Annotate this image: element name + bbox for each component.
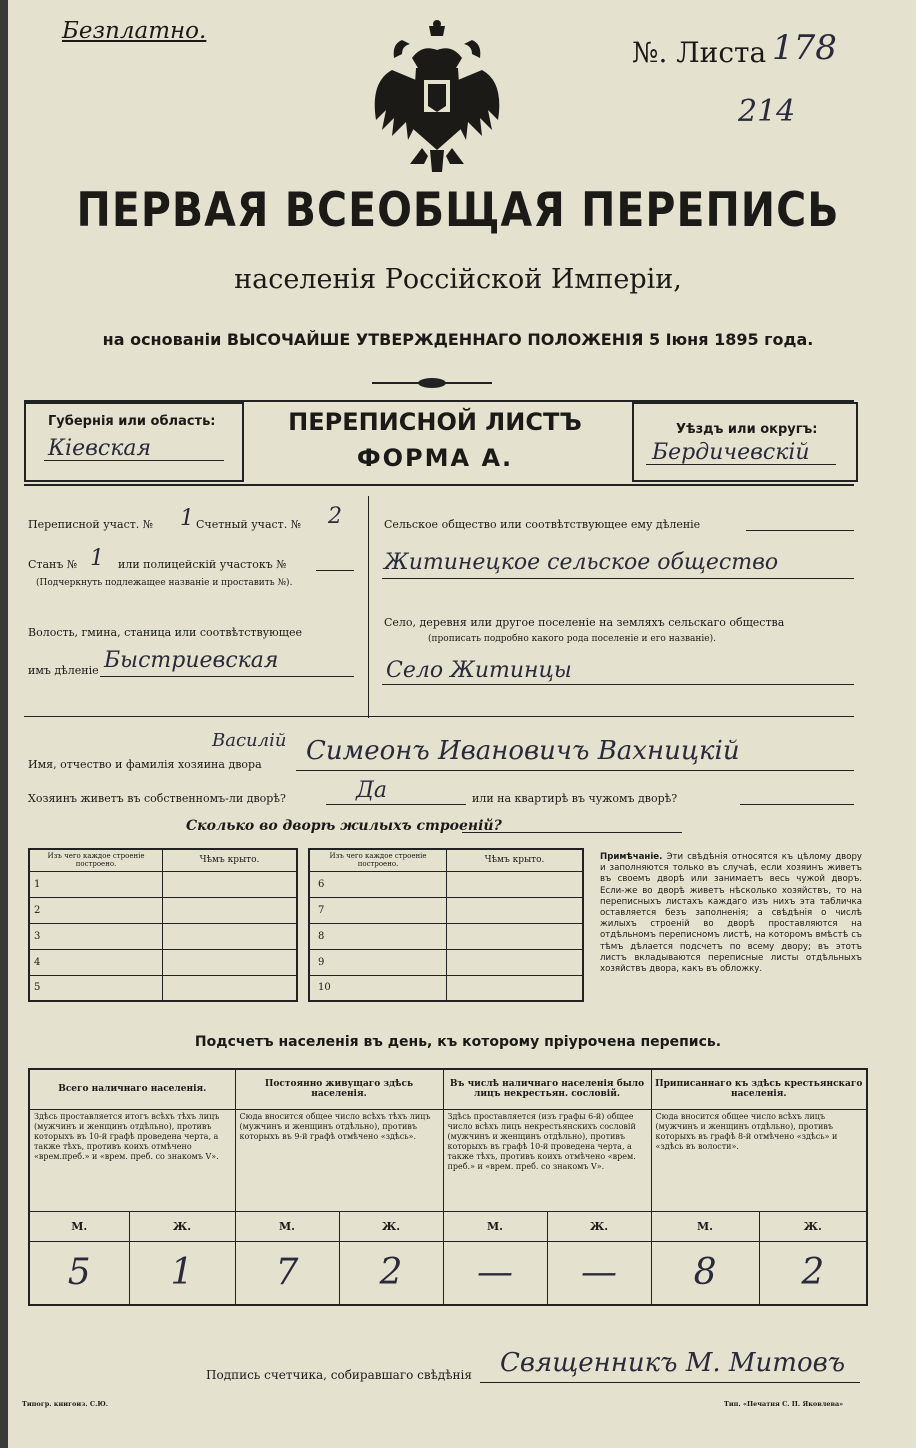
column-desc-permanent: Сюда вносится общее число всѣхъ тѣхъ лицъ (мужчинъ и женщинъ отдѣльно), противъ которыхъ въ 9-й графѣ отмѣчено «здѣсь». (235, 1109, 443, 1211)
male-label: М. (443, 1211, 547, 1241)
district-label: Уѣздъ или округъ: (676, 422, 818, 437)
column-title-total: Всего наличнаго населенія. (29, 1069, 235, 1109)
table-header: Чѣмъ крыто. (163, 849, 298, 871)
table-row-number: 8 (309, 923, 447, 949)
note-text: Эти свѣдѣнія относятся къ цѣлому двору и заполняются только въ случаѣ, если хозяинъ живетъ въ своемъ дворѣ или занимаетъ весь чужой дворъ. Если-же во дворѣ живетъ нѣсколько хозяйствъ, то на переписныхъ листахъ каждаго изъ нихъ эта табличка оставляется безъ заполненія; а свѣдѣнія о числѣ жилыхъ строеній во дворѣ проставляются на отдѣльномъ переписномъ листѣ, на которомъ вмѣстѣ съ тѣмъ дѣлается подсчетъ по всему двору; въ этотъ листъ вкладываются переписные листы отдѣльныхъ хозяйствъ двора, какъ въ обложку. (600, 852, 863, 975)
column-title-registered: Приписаннаго къ здѣсь крестьянскаго населенія. (651, 1069, 867, 1109)
note-block (600, 852, 862, 975)
own-yard-label: Хозяинъ живетъ въ собственномъ-ли дворѣ? (28, 792, 286, 805)
total-male-count: 5 (29, 1241, 129, 1305)
rural-society-value: Житинецкое сельское общество (384, 550, 779, 575)
table-row-number: 1 (29, 871, 163, 897)
table-row-number: 6 (309, 871, 447, 897)
count-heading: Подсчетъ населенія въ день, къ которому пріурочена перепись. (194, 1034, 722, 1050)
permanent-female-count: 2 (339, 1241, 443, 1305)
signature-value: Священникъ М. Митовъ (500, 1348, 846, 1378)
counting-section-value: 2 (328, 504, 342, 529)
police-label: или полицейскій участокъ № (118, 558, 287, 571)
census-section-label: Переписной участ. № (28, 518, 154, 531)
village-label: Село, деревня или другое поселеніе на земляхъ сельскаго общества (384, 616, 785, 629)
table-header: Чѣмъ крыто. (447, 849, 584, 871)
table-row-number: 5 (29, 975, 163, 1001)
volost-value: Быстриевская (104, 648, 279, 673)
counting-section-label: Счетный участ. № (196, 518, 302, 531)
registered-male-count: 8 (651, 1241, 759, 1305)
column-divider (368, 496, 369, 718)
legal-basis: на основаніи ВЫСОЧАЙШЕ УТВЕРЖДЕННАГО ПОЛОЖЕНІЯ 5 Іюня 1895 года. (102, 330, 814, 349)
stan-value: 1 (90, 546, 104, 571)
divider (24, 484, 854, 486)
male-label: М. (235, 1211, 339, 1241)
main-title: ПЕРВАЯ ВСЕОБЩАЯ ПЕРЕПИСЬ (76, 182, 840, 238)
buildings-table-right (308, 848, 584, 1002)
owner-value-top: Василій (212, 730, 287, 751)
male-label: М. (29, 1211, 129, 1241)
own-yard-value: Да (356, 778, 388, 803)
subtitle: населенія Россійской Имперіи, (234, 264, 682, 295)
column-title-permanent: Постоянно живущаго здѣсь населенія. (235, 1069, 443, 1109)
registered-female-count: 2 (759, 1241, 867, 1305)
stan-label: Станъ № (28, 558, 78, 571)
total-female-count: 1 (129, 1241, 235, 1305)
signature-label: Подпись счетчика, собиравшаго свѣдѣнія (206, 1368, 472, 1382)
female-label: Ж. (759, 1211, 867, 1241)
table-row-number: 3 (29, 923, 163, 949)
province-value: Кіевская (48, 436, 152, 461)
rented-label: или на квартирѣ въ чужомъ дворѣ? (472, 792, 678, 805)
village-note: (прописать подробно какого рода поселеніе и его названіе). (428, 634, 716, 644)
owner-value: Симеонъ Ивановичъ Вахницкій (306, 736, 740, 766)
census-section-value: 1 (180, 506, 194, 531)
owner-label: Имя, отчество и фамилія хозяина двора (28, 758, 262, 771)
column-title-non-peasant: Въ числѣ наличнаго населенія было лицъ некрестьян. сословій. (443, 1069, 651, 1109)
table-header: Изъ чего каждое строеніе построено. (29, 849, 163, 871)
ornament-divider (372, 380, 492, 386)
sheet-number-label: №. Листа (632, 36, 767, 69)
printer-right: Тип. «Печатня С. П. Яковлева» (724, 1400, 844, 1408)
female-label: Ж. (547, 1211, 651, 1241)
underline-note: (Подчеркнуть подлежащее названіе и проставить №). (36, 578, 293, 588)
note-title: Примѣчаніе. (600, 852, 663, 862)
volost-label-cont: имъ дѣленіе (28, 664, 99, 677)
imperial-eagle-emblem (372, 20, 502, 180)
free-label: Безплатно. (62, 18, 207, 44)
printer-left: Типогр. книгоиз. С.Ю. (22, 1400, 108, 1408)
sheet-number-value: 178 (772, 28, 837, 68)
sheet-number-alt: 214 (738, 94, 796, 129)
form-name: ПЕРЕПИСНОЙ ЛИСТЪ (288, 408, 582, 436)
male-label: М. (651, 1211, 759, 1241)
table-row-number: 7 (309, 897, 447, 923)
form-type: ФОРМА А. (356, 444, 514, 472)
rural-society-label: Сельское общество или соотвѣтствующее ему дѣленіе (384, 518, 701, 531)
table-row-number: 4 (29, 949, 163, 975)
population-count-table (28, 1068, 868, 1306)
table-row-number: 10 (309, 975, 447, 1001)
female-label: Ж. (129, 1211, 235, 1241)
province-label: Губернія или область: (48, 414, 216, 429)
column-desc-registered: Сюда вносится общее число всѣхъ лицъ (мужчинъ и женщинъ отдѣльно), противъ которыхъ въ графѣ 8-й отмѣчено «здѣсь» и «здѣсь въ волости». (651, 1109, 867, 1211)
buildings-table-left (28, 848, 298, 1002)
table-row-number: 9 (309, 949, 447, 975)
table-header: Изъ чего каждое строеніе построено. (309, 849, 447, 871)
non-peasant-female-count: — (547, 1241, 651, 1305)
permanent-male-count: 7 (235, 1241, 339, 1305)
female-label: Ж. (339, 1211, 443, 1241)
non-peasant-male-count: — (443, 1241, 547, 1305)
column-desc-non-peasant: Здѣсь проставляется (изъ графы 6-й) общее число всѣхъ лицъ некрестьянскихъ сословій (мужчинъ и женщинъ отдѣльно), противъ которыхъ въ графѣ 10-й проведена черта, а также тѣхъ, противъ коихъ отмѣчено «врем. преб.» и «врем. преб. со знакомъ V». (443, 1109, 651, 1211)
volost-label: Волость, гмина, станица или соотвѣтствующее (28, 626, 302, 639)
village-value: Село Житинцы (386, 658, 572, 683)
table-row-number: 2 (29, 897, 163, 923)
buildings-label: Сколько во дворѣ жилыхъ строеній? (186, 818, 502, 834)
column-desc-total: Здѣсь проставляется итогъ всѣхъ тѣхъ лицъ (мужчинъ и женщинъ отдѣльно), противъ которыхъ въ 10-й графѣ проведена черта, а также тѣхъ, противъ коихъ отмѣчено «врем.преб.» и «врем. преб. со знакомъ V». (29, 1109, 235, 1211)
district-value: Бердичевскій (652, 440, 810, 465)
